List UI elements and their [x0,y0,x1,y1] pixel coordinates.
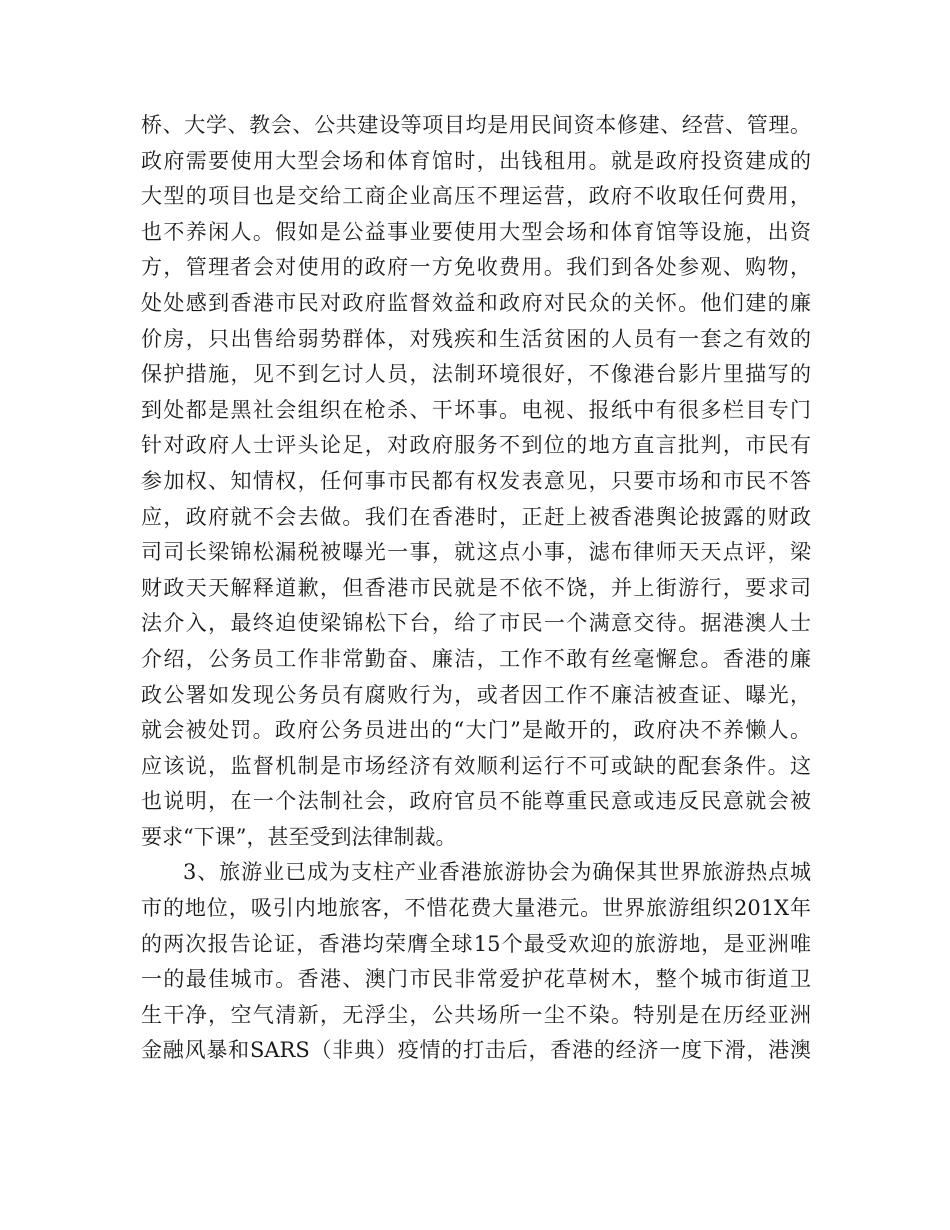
text-line: 到处都是黑社会组织在枪杀、干坏事。电视、报纸中有很多栏目专门 [141,397,811,422]
text-line: 保护措施，见不到乞讨人员，法制环境很好，不像港台影片里描写的 [141,362,811,387]
text-line: 生干净，空气清新，无浮尘，公共场所一尘不染。特别是在历经亚洲 [141,1002,811,1027]
text-line: 金融风暴和SARS（非典）疫情的打击后，香港的经济一度下滑，港澳 [141,1038,811,1063]
text-line: 也不养闲人。假如是公益事业要使用大型会场和体育馆等设施，出资 [141,219,811,244]
text-line: 财政天天解释道歉，但香港市民就是不依不饶，并上街游行，要求司 [141,575,811,600]
text-line: 司司长梁锦松漏税被曝光一事，就这点小事，滤布律师天天点评，梁 [141,540,811,565]
text-line: 应该说，监督机制是市场经济有效顺利运行不可或缺的配套条件。这 [141,753,811,778]
text-line: 就会被处罚。政府公务员进出的“大门”是敞开的，政府决不养懒人。 [141,718,811,743]
text-line: 针对政府人士评头论足，对政府服务不到位的地方直言批判，市民有 [141,433,811,458]
text-line: 应，政府就不会去做。我们在香港时，正赶上被香港舆论披露的财政 [141,504,811,529]
text-line: 介绍，公务员工作非常勤奋、廉洁，工作不敢有丝毫懈怠。香港的廉 [141,646,811,671]
text-line: 的两次报告论证，香港均荣膺全球15个最受欢迎的旅游地，是亚洲唯 [141,931,811,956]
paragraph-first-line: 3、旅游业已成为支柱产业香港旅游协会为确保其世界旅游热点城 [183,860,811,885]
text-line: 政公署如发现公务员有腐败行为，或者因工作不廉洁被查证、曝光， [141,682,811,707]
text-line: 要求“下课”，甚至受到法律制裁。 [141,824,457,849]
text-line: 一的最佳城市。香港、澳门市民非常爱护花草树木，整个城市街道卫 [141,967,811,992]
text-line: 政府需要使用大型会场和体育馆时，出钱租用。就是政府投资建成的 [141,148,811,173]
text-line: 价房，只出售给弱势群体，对残疾和生活贫困的人员有一套之有效的 [141,326,811,351]
text-line: 参加权、知情权，任何事市民都有权发表意见，只要市场和市民不答 [141,468,811,493]
text-line: 处处感到香港市民对政府监督效益和政府对民众的关怀。他们建的廉 [141,290,811,315]
text-line: 大型的项目也是交给工商企业高压不理运营，政府不收取任何费用， [141,184,811,209]
text-line: 也说明，在一个法制社会，政府官员不能尊重民意或违反民意就会被 [141,789,811,814]
body-text [141,108,811,1069]
text-line: 市的地位，吸引内地旅客，不惜花费大量港元。世界旅游组织201X年 [141,896,811,921]
text-line: 法介入，最终迫使梁锦松下台，给了市民一个满意交待。据港澳人士 [141,611,811,636]
text-line: 桥、大学、教会、公共建设等项目均是用民间资本修建、经营、管理。 [141,113,811,137]
text-line: 方，管理者会对使用的政府一方免收费用。我们到各处参观、购物， [141,255,811,280]
